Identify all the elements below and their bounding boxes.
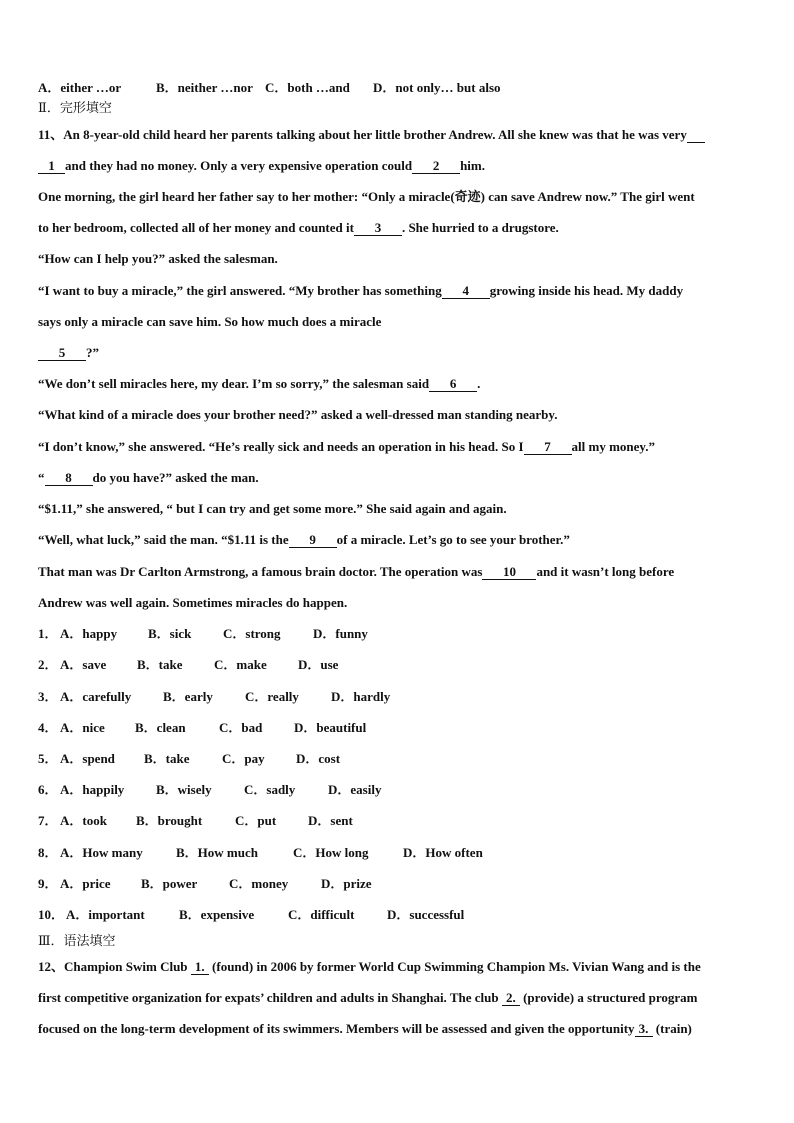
option-d: D．successful <box>387 907 465 922</box>
question-row-3 <box>38 689 764 705</box>
option-c: C．strong <box>223 626 281 641</box>
passage-line-6 <box>38 283 764 299</box>
passage-line-13: “$1.11,” she answered, “ but I can try and get some more.” She said again and again. <box>38 501 507 516</box>
passage-text: “I don’t know,” she answered. “He’s really sick and needs an operation in his head. So I <box>38 439 524 454</box>
option-b: B．take <box>137 657 183 672</box>
passage-line-8 <box>38 345 764 361</box>
blank-4: 4 <box>442 284 490 299</box>
passage-text: 11、An 8-year-old child heard her parents talking about her little brother Andrew. All she knew was that he was very <box>38 127 687 142</box>
option-b: B．take <box>144 751 190 766</box>
passage-text: “Well, what luck,” said the man. “$1.11 is the <box>38 532 289 547</box>
passage-line-12 <box>38 470 764 486</box>
option-a: A．nice <box>60 720 105 735</box>
q10-options-row <box>38 80 764 96</box>
option-b: B．How much <box>176 845 258 860</box>
option-d: D．cost <box>296 751 341 766</box>
passage-line-16: Andrew was well again. Sometimes miracles do happen. <box>38 595 348 610</box>
q10-option-b: B．neither …nor <box>156 80 253 95</box>
question-row-1 <box>38 626 764 642</box>
blank-1: 1 <box>38 159 65 174</box>
passage-line-14 <box>38 532 764 548</box>
passage-line-4 <box>38 220 764 236</box>
grammar-text: focused on the long-term development of its swimmers. Members will be assessed and given the opportunity <box>38 1021 635 1036</box>
option-b: B．sick <box>148 626 192 641</box>
passage-line-11 <box>38 439 764 455</box>
option-b: B．power <box>141 876 198 891</box>
option-a: A．took <box>60 813 107 828</box>
question-row-10 <box>38 907 764 923</box>
option-c: C．sadly <box>244 782 296 797</box>
passage-line-7: says only a miracle can save him. So how much does a miracle <box>38 314 382 329</box>
option-c: C．make <box>214 657 267 672</box>
blank-7: 7 <box>524 440 572 455</box>
grammar-blank-1: 1. <box>191 960 209 975</box>
option-b: B．early <box>163 689 213 704</box>
question-number: 4． <box>38 720 58 735</box>
passage-text: do you have?” asked the man. <box>92 470 259 485</box>
grammar-text: (train) <box>655 1021 692 1036</box>
option-d: D．sent <box>308 813 353 828</box>
option-a: A．How many <box>60 845 143 860</box>
passage-text: of a miracle. Let’s go to see your brother.” <box>336 532 570 547</box>
question-row-9 <box>38 876 764 892</box>
option-a: A．important <box>66 907 145 922</box>
blank-10: 10 <box>482 565 536 580</box>
grammar-text: 12、Champion Swim Club <box>38 959 188 974</box>
passage-text: That man was Dr Carlton Armstrong, a famous brain doctor. The operation was <box>38 564 483 579</box>
question-number: 2． <box>38 657 58 672</box>
option-d: D．funny <box>313 626 368 641</box>
option-b: B．wisely <box>156 782 212 797</box>
option-c: C．pay <box>222 751 265 766</box>
option-d: D．easily <box>328 782 382 797</box>
option-c: C．How long <box>293 845 369 860</box>
grammar-text: (found) in 2006 by former World Cup Swimming Champion Ms. Vivian Wang and is the <box>212 959 701 974</box>
question-number: 10． <box>38 907 65 922</box>
passage-text: “ <box>38 470 45 485</box>
blank-9: 9 <box>289 533 337 548</box>
question-row-4 <box>38 720 764 736</box>
passage-line-10: “What kind of a miracle does your brother need?” asked a well-dressed man standing nearby. <box>38 407 558 422</box>
q10-option-a: A．either …or <box>38 80 122 95</box>
passage-line-2 <box>38 158 764 174</box>
passage-line-3: One morning, the girl heard her father say to her mother: “Only a miracle(奇迹) can save Andrew now.” The girl went <box>38 189 695 204</box>
option-d: D．prize <box>321 876 372 891</box>
question-number: 3． <box>38 689 58 704</box>
option-a: A．happy <box>60 626 118 641</box>
option-c: C．put <box>235 813 277 828</box>
option-b: B．brought <box>136 813 203 828</box>
passage-line-5: “How can I help you?” asked the salesman. <box>38 251 278 266</box>
passage-line-15 <box>38 564 764 580</box>
passage-text: and it wasn’t long before <box>536 564 675 579</box>
option-d: D．hardly <box>331 689 391 704</box>
question-row-6 <box>38 782 764 798</box>
option-c: C．money <box>229 876 289 891</box>
grammar-text: (provide) a structured program <box>523 990 698 1005</box>
passage-text: growing inside his head. My daddy <box>489 283 684 298</box>
blank-5: 5 <box>38 346 86 361</box>
option-b: B．clean <box>135 720 186 735</box>
q10-option-c: C．both …and <box>265 80 350 95</box>
blank-2: 2 <box>412 159 460 174</box>
question-number: 5． <box>38 751 58 766</box>
option-c: C．difficult <box>288 907 355 922</box>
grammar-text: first competitive organization for expats’ children and adults in Shanghai. The club <box>38 990 499 1005</box>
passage-text: . <box>477 376 481 391</box>
grammar-blank-2: 2. <box>502 991 520 1006</box>
passage-text: . She hurried to a drugstore. <box>401 220 559 235</box>
q10-option-d: D．not only… but also <box>373 80 501 95</box>
blank-8: 8 <box>45 471 93 486</box>
passage-text: him. <box>460 158 485 173</box>
passage-line-1 <box>38 127 764 143</box>
question-number: 9． <box>38 876 58 891</box>
blank-3: 3 <box>354 221 402 236</box>
question-row-5 <box>38 751 764 767</box>
option-c: C．really <box>245 689 299 704</box>
question-number: 8． <box>38 845 58 860</box>
passage-text: all my money.” <box>571 439 655 454</box>
option-c: C．bad <box>219 720 263 735</box>
option-d: D．beautiful <box>294 720 367 735</box>
blank-1-underline <box>687 128 705 143</box>
option-a: A．price <box>60 876 111 891</box>
passage-text: “We don’t sell miracles here, my dear. I’m so sorry,” the salesman said <box>38 376 430 391</box>
question-row-2 <box>38 657 764 673</box>
option-a: A．spend <box>60 751 115 766</box>
question-number: 6． <box>38 782 58 797</box>
question-number: 1． <box>38 626 58 641</box>
passage-text: to her bedroom, collected all of her money and counted it <box>38 220 354 235</box>
blank-6: 6 <box>429 377 477 392</box>
option-d: D．use <box>298 657 339 672</box>
passage-text: ?” <box>86 345 99 360</box>
grammar-line-1 <box>38 959 764 975</box>
section-3-title: Ⅲ．语法填空 <box>38 933 116 948</box>
option-d: D．How often <box>403 845 483 860</box>
question-row-7 <box>38 813 764 829</box>
option-b: B．expensive <box>179 907 255 922</box>
passage-text: “I want to buy a miracle,” the girl answered. “My brother has something <box>38 283 442 298</box>
passage-line-9 <box>38 376 764 392</box>
question-row-8 <box>38 845 764 861</box>
option-a: A．save <box>60 657 107 672</box>
section-2-title: Ⅱ．完形填空 <box>38 100 112 115</box>
option-a: A．happily <box>60 782 125 797</box>
grammar-line-2 <box>38 990 764 1006</box>
grammar-line-3 <box>38 1021 764 1037</box>
option-a: A．carefully <box>60 689 132 704</box>
passage-text: and they had no money. Only a very expensive operation could <box>65 158 413 173</box>
question-number: 7． <box>38 813 58 828</box>
grammar-blank-3: 3. <box>635 1022 653 1037</box>
